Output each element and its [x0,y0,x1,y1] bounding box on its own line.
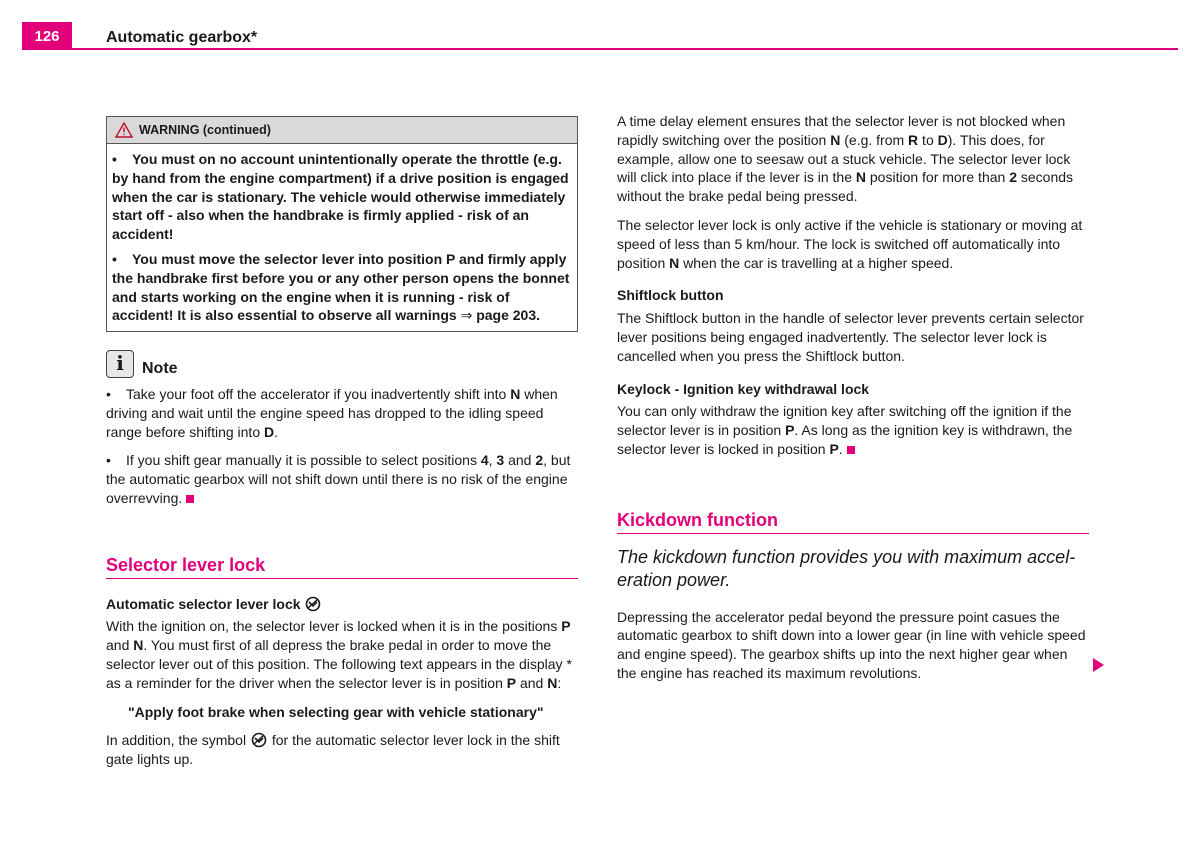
warning-item [112,250,572,325]
warning-item-text: You must on no account unintentionally operate the throttle (e.g. by hand from the engine compartment) if a drive position is engaged when the car is stationary. The vehicle would otherwise immediately start off - also when the handbrake is firmly applied - risk of an accident! [112,151,569,243]
paragraph: The Shiftlock button in the handle of selector lever prevents certain selector lever positions being engaged inadvertently. The selector lever lock is cancelled when you press the Shiftlock button. [617,310,1084,364]
text: (e.g. from [840,131,909,148]
text: With the ignition on, the selector lever is locked when it is in the positions [106,618,562,635]
subheading-text: Automatic selector lever lock [106,595,301,612]
warning-header [107,117,577,144]
warning-triangle-icon [115,122,133,138]
note-text: . [274,423,279,440]
bullet: • [106,452,111,469]
selector-lever-lock-icon [250,732,268,748]
gear-position: N [830,131,841,148]
text: . You must first of all depress the brake pedal in order to move the selector lever out of this position. The following text appears in the display * as a reminder for the driver when the selector lever is in position [106,637,572,691]
end-of-section-marker [847,446,855,454]
text: The selector lever lock is only active if the vehicle is stationary or moving at speed of less than 5 km/hour. The lock is switched off automatically into position [617,216,1083,271]
text: A time delay element ensures that the selector lever is not blocked when rapidly switching over the position [617,113,1066,148]
page-header-title: Automatic gearbox* [106,29,258,46]
paragraph [106,731,578,769]
display-message: "Apply foot brake when selecting gear with vehicle stationary" [128,703,544,720]
note-text: , [488,452,497,469]
left-column [106,116,578,779]
gear-position: P [561,618,571,635]
end-of-section-marker [186,495,194,503]
gear-position: N [855,169,866,186]
lead-text: The kickdown function provides you with maximum accel-eration power. [617,546,1076,590]
note-title: Note [142,360,178,378]
paragraph: Depressing the accelerator pedal beyond the pressure point casues the automatic gearbox to shift down into a lower gear (in line with vehicle speed and engine speed). The gearbox shifts up into the next higher gear when the engine has reached its maximum revolutions. [617,608,1086,681]
warning-box [106,116,578,332]
text: : [557,674,562,691]
paragraph [106,617,578,692]
right-column [617,112,1089,693]
note-item [106,451,578,507]
text: . As long as the ignition key is withdrawn, the selector lever is locked in position [617,422,1073,457]
warning-body [107,144,577,331]
gear-position: 3 [496,452,505,469]
warning-title: WARNING (continued) [139,122,271,137]
gear-position: 2 [535,452,544,469]
header-rule [22,48,1178,50]
gear-position: D [264,423,275,440]
paragraph [617,402,1089,458]
warning-item [112,150,572,244]
text: and [516,674,548,691]
text: You can only withdraw the ignition key after switching off the ignition if the selector lever is in position [617,403,1072,439]
text: and [106,637,134,654]
paragraph [617,216,1089,272]
info-icon: i [106,350,134,378]
selector-lever-lock-icon [304,596,322,612]
gear-position: N [510,385,521,402]
text: In addition, the symbol [106,732,250,749]
next-page-arrow-icon[interactable] [1093,658,1104,672]
note-text: , but the automatic gearbox will not shift down until there is no risk of the engine overrevving. [106,452,571,506]
paragraph [617,112,1089,206]
bullet: • [112,250,117,267]
text: seconds without the brake pedal being pressed. [617,169,1074,205]
note-item [106,385,578,441]
page-number: 126 [22,22,72,50]
section-title-kickdown: Kickdown function [617,511,1089,534]
subheading [106,595,578,614]
text: ). This does, for example, allow one to seesaw out a stuck vehicle. The selector lever lock will click into place if the lever is in the [617,131,1071,186]
gear-position: P [785,422,795,439]
gear-position: D [937,131,948,148]
gear-position: N [547,674,558,691]
gear-position: 4 [480,452,489,469]
bullet: • [106,385,111,402]
subheading-keylock: Keylock - Ignition key withdrawal lock [617,380,870,397]
bullet: • [112,151,117,167]
note-text: Take your foot off the accelerator if you inadvertently shift into [126,385,511,402]
gear-position: P [506,674,517,691]
cross-reference-link[interactable]: page 203. [472,307,541,324]
text: when the car is travelling at a higher speed. [679,254,954,271]
gear-position: N [133,637,144,654]
note-text: and [504,452,536,469]
text: to [918,131,938,148]
gear-position: P [829,440,839,457]
note-text: when driving and wait until the engine speed has dropped to the idling speed range before shifting into [106,385,558,440]
subheading-shiftlock: Shiftlock button [617,287,724,304]
text: for the automatic selector lever lock in the shift gate lights up. [106,732,560,768]
warning-item-text: You must move the selector lever into position P and firmly apply the handbrake first before you or any other person opens the bonnet and starts working on the engine when it is running - risk of accident! It is also essential to observe all warnings [112,250,570,324]
section-title-selector-lever-lock: Selector lever lock [106,556,578,579]
seconds-value: 2 [1009,169,1017,186]
gear-position: N [669,254,680,271]
cross-reference-arrow: ⇒ [460,307,473,324]
note-header [106,348,578,379]
text: . [838,440,843,457]
note-text: If you shift gear manually it is possible to select positions [126,452,481,469]
gear-position: R [908,131,919,148]
text: position for more than [866,169,1010,186]
